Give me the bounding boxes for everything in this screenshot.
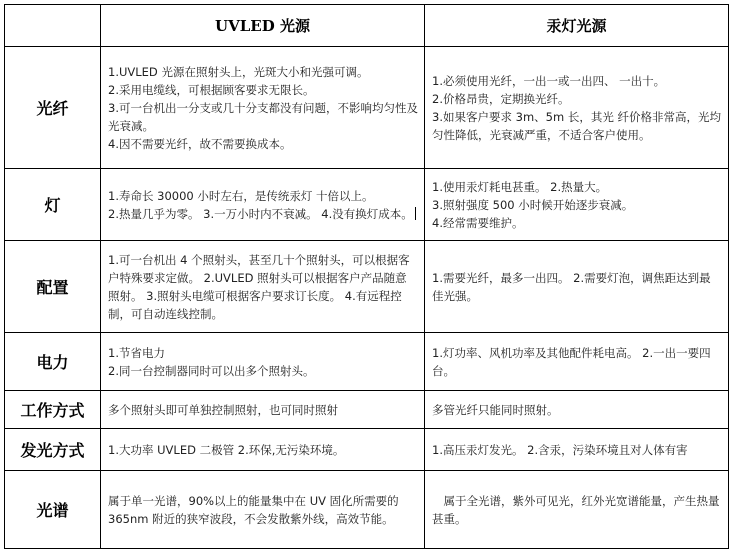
- mercury-cell-lamp: [425, 169, 729, 241]
- cell-line: 1.UVLED 光源在照射头上，光斑大小和光强可调。: [108, 64, 369, 79]
- row-fiber: [5, 47, 729, 169]
- row-label-workmode: 工作方式: [5, 391, 101, 429]
- text-cursor: [415, 207, 416, 220]
- uvled-cell-lamp: [101, 169, 425, 241]
- row-lamp: [5, 169, 729, 241]
- cell-line: 2.采用电缆线，可根据顾客要求无限长。: [108, 82, 315, 97]
- uvled-cell-config: [101, 241, 425, 333]
- row-label-spectrum: 光谱: [5, 471, 101, 549]
- row-label-fiber: 光纤: [5, 47, 101, 169]
- cell-line: 2.同一台控制器同时可以出多个照射头。: [108, 363, 315, 378]
- cell-line: 1.大功率 UVLED 二极管 2.环保,无污染环境。: [108, 442, 345, 457]
- cell-line: 属于单一光谱，90%以上的能量集中在 UV 固化所需要的 365nm 附近的狭窄波段，不会发散紫外线，高效节能。: [108, 493, 399, 526]
- cell-line: 3.如果客户要求 3m、5m 长，其光 纤价格非常高，光均匀性降低，光衰减严重，不适合客户使用。: [432, 109, 721, 142]
- header-corner: [5, 5, 101, 47]
- mercury-cell-config: [425, 241, 729, 333]
- row-spectrum: [5, 471, 729, 549]
- row-workmode: [5, 391, 729, 429]
- cell-line: 多管光纤只能同时照射。: [432, 402, 559, 417]
- mercury-cell-power: [425, 333, 729, 391]
- cell-line: 1.节省电力: [108, 345, 165, 360]
- cell-line: 1.高压汞灯发光。 2.含汞，污染环境且对人体有害: [432, 442, 688, 457]
- cell-line: 属于全光谱，紫外可见光，红外光宽谱能量，产生热量甚重。: [432, 493, 720, 526]
- cell-line: 1.可一台机出 4 个照射头，甚至几十个照射头，可以根据客户特殊要求定做。 2.UVLED 照射头可以根据客户产品随意照射。 3.照射头电缆可根据客户要求订长度。 4.有远程控制，可自动连线控制。: [108, 252, 410, 321]
- cell-line: 多个照射头即可单独控制照射，也可同时照射: [108, 402, 338, 417]
- row-power: [5, 333, 729, 391]
- row-label-lamp: 灯: [5, 169, 101, 241]
- uvled-cell-fiber: [101, 47, 425, 169]
- cell-text: 2.热量几乎为零。 3.一万小时内不衰减。 4.没有换灯成本。: [108, 206, 413, 221]
- mercury-cell-fiber: [425, 47, 729, 169]
- uvled-cell-power: [101, 333, 425, 391]
- mercury-cell-workmode: [425, 391, 729, 429]
- row-emission: [5, 429, 729, 471]
- uvled-cell-emission: [101, 429, 425, 471]
- row-label-power: 电力: [5, 333, 101, 391]
- comparison-table: [4, 4, 729, 549]
- uvled-cell-workmode: [101, 391, 425, 429]
- cell-line: 4.经常需要维护。: [432, 215, 524, 230]
- cell-line: 1.灯功率、风机功率及其他配件耗电高。 2.一出一要四台。: [432, 345, 711, 378]
- cell-line: 2.价格昂贵，定期换光纤。: [432, 91, 570, 106]
- cell-line: 1.需要光纤，最多一出四。 2.需要灯泡，调焦距达到最佳光强。: [432, 270, 711, 303]
- header-row: [5, 5, 729, 47]
- row-label-config: 配置: [5, 241, 101, 333]
- cell-line: 1.寿命长 30000 小时左右，是传统汞灯 十倍以上。: [108, 188, 374, 203]
- mercury-cell-emission: [425, 429, 729, 471]
- cell-line: [108, 205, 418, 223]
- uvled-cell-spectrum: [101, 471, 425, 549]
- cell-line: 3.可一台机出一分支或几十分支都没有问题，不影响均匀性及光衰减。: [108, 100, 418, 133]
- header-mercury: 汞灯光源: [425, 5, 729, 47]
- cell-line: 3.照射强度 500 小时候开始逐步衰减。: [432, 197, 634, 212]
- cell-line: 4.因不需要光纤，故不需要换成本。: [108, 136, 292, 151]
- cell-line: 1.使用汞灯耗电甚重。 2.热量大。: [432, 179, 608, 194]
- cell-line: 1.必须使用光纤，一出一或一出四、 一出十。: [432, 73, 666, 88]
- row-label-emission: 发光方式: [5, 429, 101, 471]
- row-config: [5, 241, 729, 333]
- mercury-cell-spectrum: [425, 471, 729, 549]
- header-uvled: UVLED 光源: [101, 5, 425, 47]
